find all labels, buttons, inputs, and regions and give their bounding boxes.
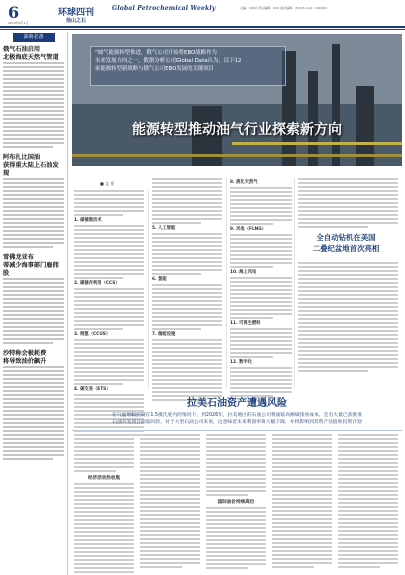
section-head: 4. 碳交易（ETS）: [74, 387, 111, 392]
brief-headline: 将导致油价飙升: [3, 358, 47, 365]
section-head: 7. 储能设施: [152, 332, 176, 337]
left-column: [0, 32, 68, 575]
article-column-3: [230, 178, 292, 399]
brief-item: [0, 350, 67, 460]
brief-headline: 阿布扎比国油: [3, 154, 41, 161]
section-head: 12. 数字化: [230, 360, 252, 365]
column-divider: [294, 178, 295, 388]
section-head: 11. 可再生燃料: [230, 321, 261, 326]
brief-headline: 俄气石油启用: [3, 46, 41, 53]
page-date: 2010年8月1日: [8, 21, 29, 25]
editor-line: 主编：XXXX 责任编辑：XXX 美术编辑：XXX E-mail：XXXXXX: [240, 6, 328, 10]
page-number: 6: [8, 3, 20, 22]
hero-intro-line: 未来发展方向之一，数据分析公司Global Data认为，以下12: [95, 58, 242, 64]
hero-image: [72, 34, 402, 166]
header-rule-thin: [0, 29, 405, 30]
section-title: 环球四刊: [58, 8, 95, 18]
sub-section: 他山之石: [66, 18, 87, 24]
side-headline-line: 全自动钻机在美国: [316, 233, 376, 242]
side-headline: [298, 232, 394, 254]
article-column-2: [152, 178, 222, 403]
side-headline-line: 二叠纪盆地首次亮相: [312, 244, 380, 253]
bottom-subhead: 国际油价持续高位: [217, 500, 255, 505]
pipeline-icon: [232, 142, 402, 145]
brief-headline: 沙特称会极耗费: [3, 350, 47, 357]
section-head: 3. 制氢（CCUS）: [74, 332, 111, 337]
brief-item: [0, 254, 67, 344]
hero-title: 能源转型推动油气行业探索新方向: [132, 122, 342, 138]
bottom-column-3: [206, 434, 266, 571]
section-head: 8. 液化天然气: [230, 180, 258, 185]
refinery-tower-icon: [332, 44, 340, 166]
brief-item: [0, 46, 67, 148]
hero-intro-box: [90, 46, 286, 86]
article-column-4: [298, 178, 398, 230]
section-head: 10. 海上风电: [230, 270, 257, 275]
brand-english: Global Petrochemical Weekly: [112, 5, 216, 12]
header-rule: [0, 26, 405, 28]
bottom-deck-line: 在气温增幅控制在1.5摄氏度内的情况下，到2026年，拉美地区的石油公司将面临高额碳排放成本，会有大量已获批准: [111, 413, 363, 418]
bottom-deck: [72, 412, 402, 426]
bottom-separator: [72, 430, 402, 431]
brief-item: [0, 154, 67, 248]
bottom-column-2: [140, 434, 200, 570]
brief-headline: 蒂减少海事部门雇佣股: [3, 262, 59, 277]
brief-headline: 雪佛龙亚布: [3, 254, 34, 261]
section-head: 6. 氢能: [152, 277, 167, 282]
column-divider: [148, 190, 149, 388]
bottom-headline: 拉美石油资产遭遇风险: [187, 398, 287, 409]
bottom-subhead: 经济活动热收集: [87, 476, 121, 481]
pipeline-icon: [72, 154, 402, 157]
brief-headline: 获得重大陆上石油发现: [3, 162, 59, 177]
brief-headline: 北极海底天然气管道: [3, 54, 59, 61]
article-author: ■ 文 亚: [100, 181, 115, 186]
column-divider: [226, 178, 227, 388]
section-head: 5. 人工智能: [152, 226, 176, 231]
section-head: 1. 碳捕集技术: [74, 218, 102, 223]
column-badge: 油商必备: [13, 33, 55, 42]
hero-intro-line: 家能源转型新战略与俄气公司EBO发展的关键项目: [95, 66, 215, 72]
hero-intro-line: “城气能源转型推进，俄气公司开始将EBO战略作为: [95, 50, 217, 56]
bottom-column-4: [272, 434, 332, 570]
section-head: 2. 碳储存利用（CCS）: [74, 281, 120, 286]
article-column-4b: [298, 262, 398, 374]
bottom-column-1: [74, 434, 134, 575]
bottom-column-5: [338, 434, 398, 570]
bottom-deck-line: 石油开发项目面临风险。对于大型石油公司来说，这意味着未来利润率将大幅下降，并将影响到其资产估值和投资计划: [112, 420, 362, 425]
page-header: [0, 0, 405, 26]
section-head: 9. 风电（FLNG）: [230, 227, 267, 232]
